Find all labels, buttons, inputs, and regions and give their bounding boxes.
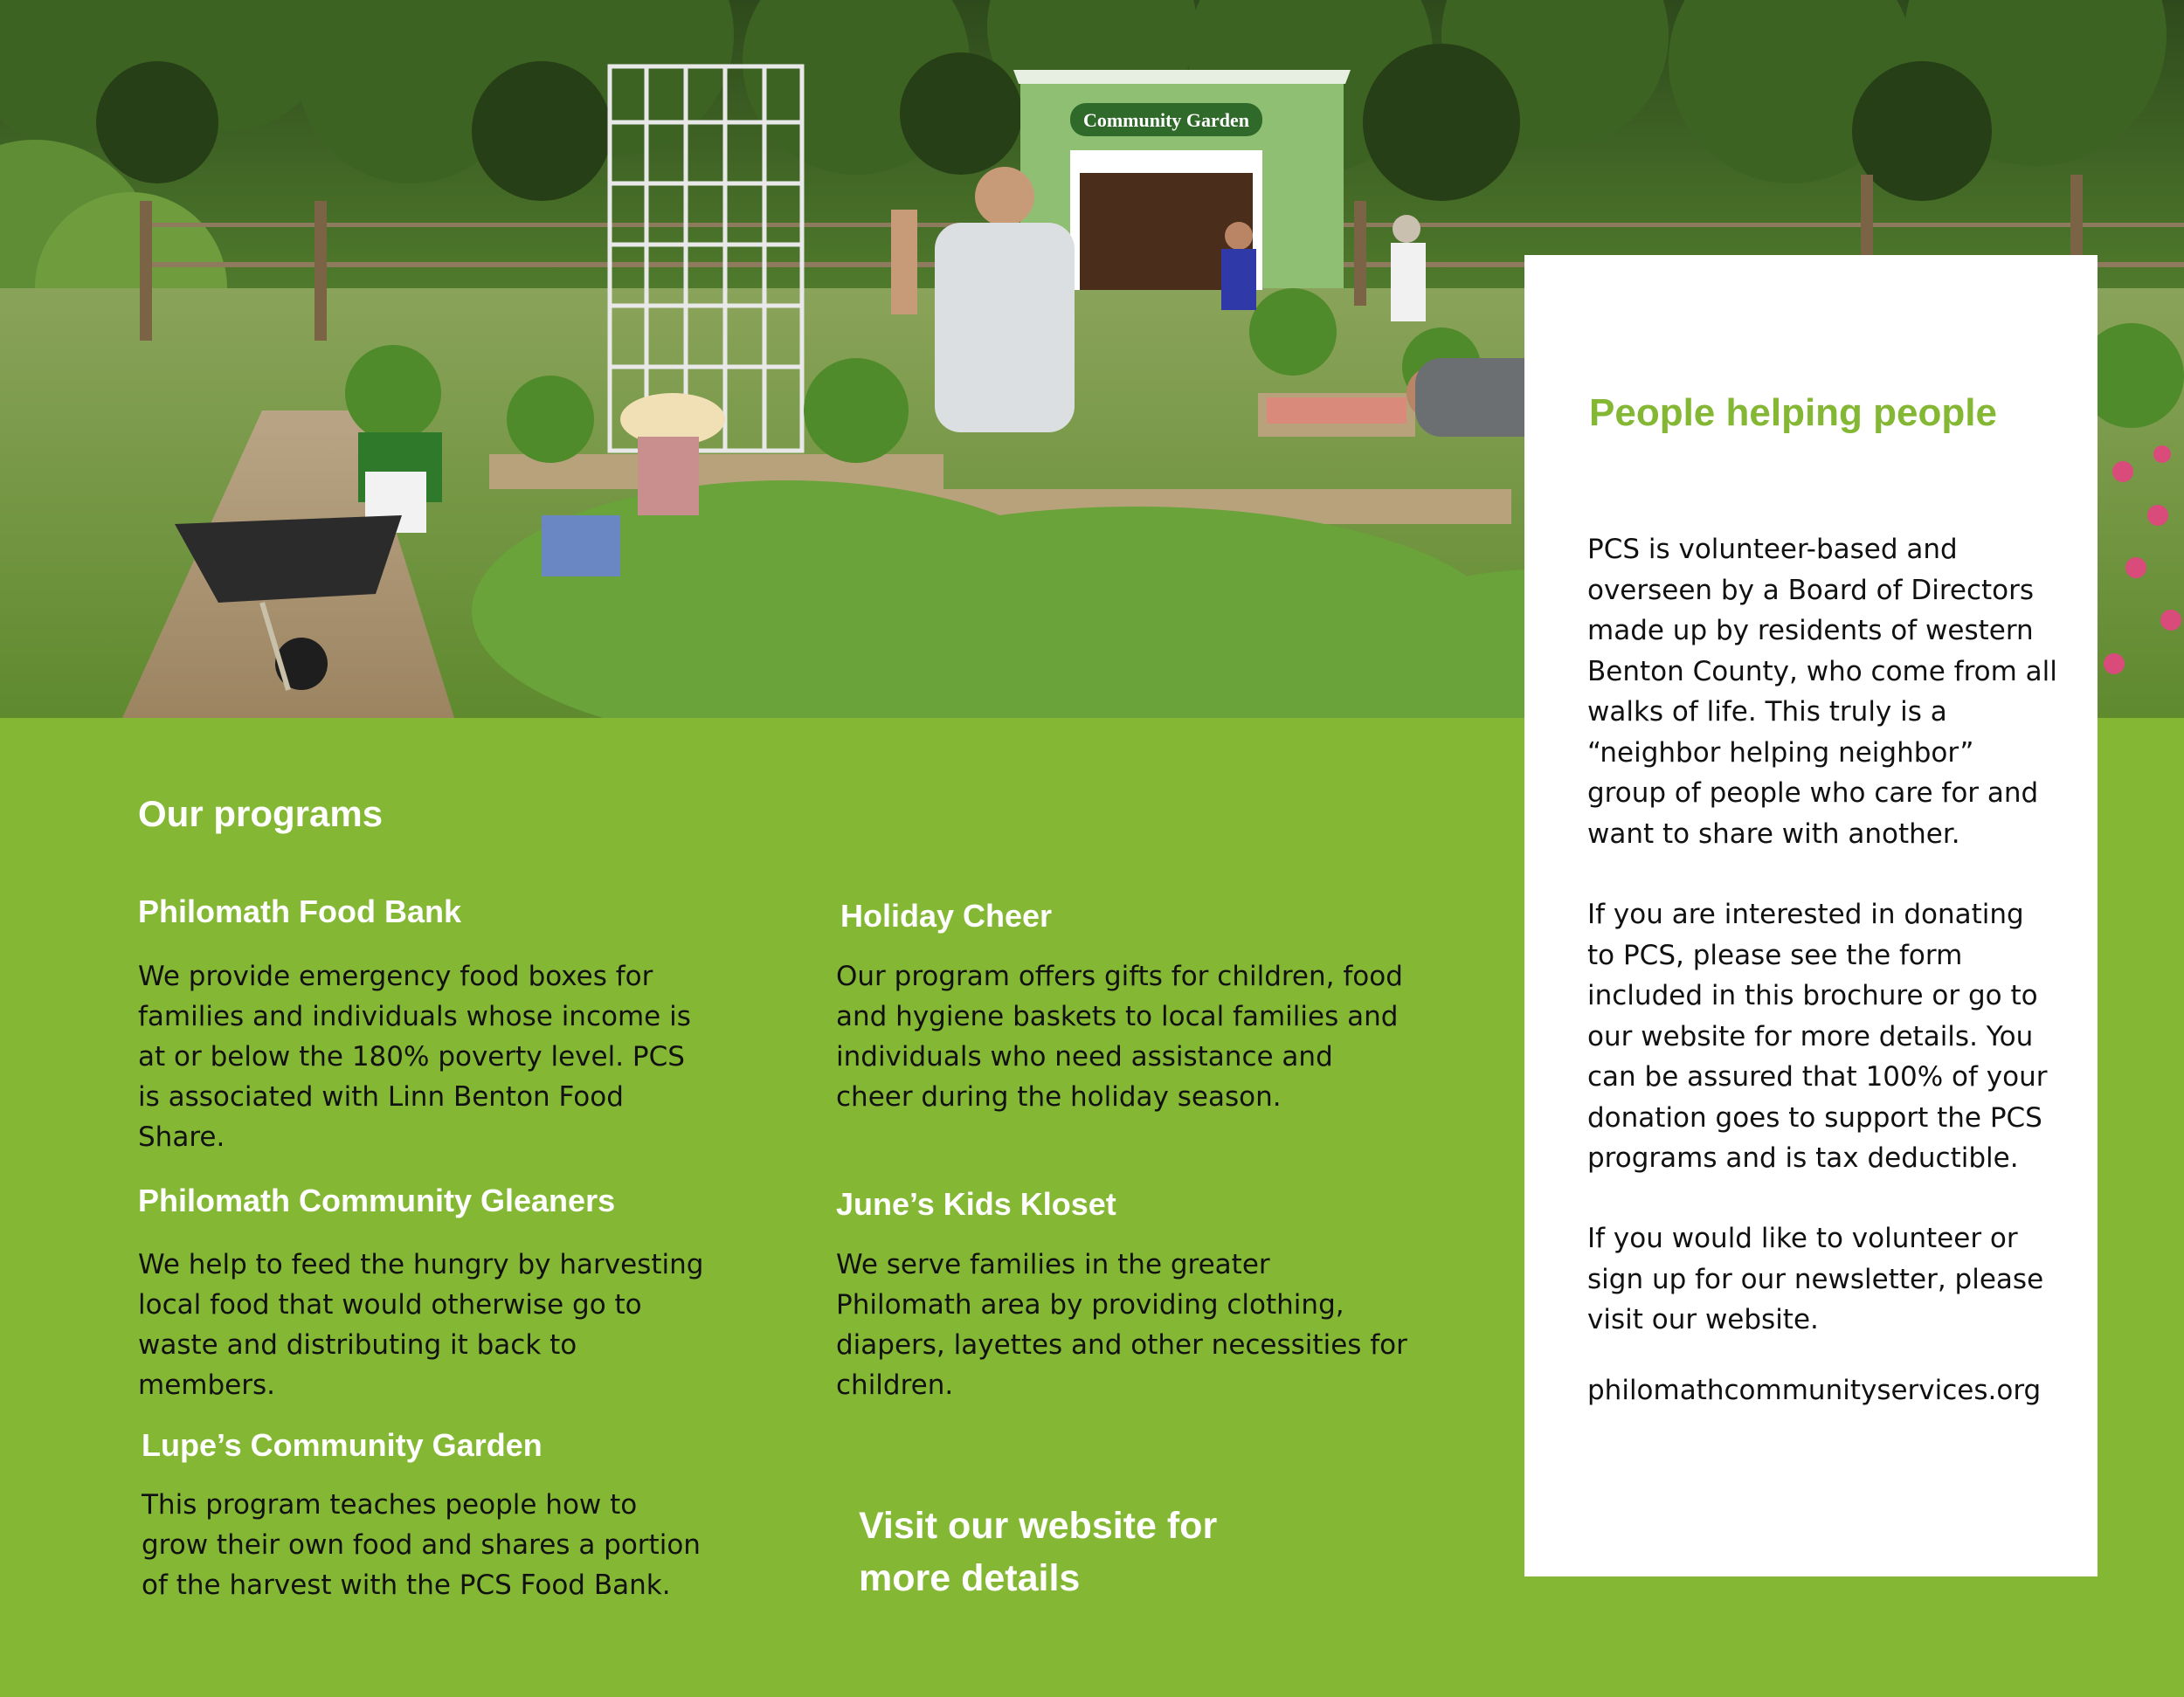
program-body-food-bank: We provide emergency food boxes for families and individuals whose income is at or below the 180% poverty level. PCS is associated with Linn Benton Food Share. (138, 961, 691, 1153)
info-paragraph-donate: If you are interested in donating to PCS, please see the form included in this brochure or go to our website for more details. You can be assured that 100% of your donation goes to support the PCS programs and is tax deductible. (1587, 899, 2048, 1174)
program-body-kids-kloset: We serve families in the greater Philomath area by providing clothing, diapers, layettes and other necessities for children. (836, 1249, 1407, 1401)
info-paragraph-about: PCS is volunteer-based and overseen by a Board of Directors made up by residents of western Benton County, who come from all walks of life. This truly is a “neighbor helping neighbor” group of people who care for and want to share with another. (1587, 534, 2057, 850)
program-title-kids-kloset: June’s Kids Kloset (836, 1186, 1116, 1222)
program-title-food-bank: Philomath Food Bank (138, 893, 462, 929)
info-card (1524, 255, 2098, 1576)
program-body-holiday-cheer: Our program offers gifts for children, food and hygiene baskets to local families and individuals who need assistance and cheer during the holiday season. (836, 961, 1403, 1113)
programs-section-title: Our programs (138, 793, 384, 834)
program-title-community-garden: Lupe’s Community Garden (142, 1427, 543, 1463)
program-body-gleaners: We help to feed the hungry by harvesting local food that would otherwise go to waste and distributing it back to members. (138, 1249, 704, 1401)
shed-sign: Community Garden (1082, 109, 1250, 131)
info-paragraph-volunteer: If you would like to volunteer or sign up for our newsletter, please visit our website. (1587, 1223, 2044, 1335)
program-title-gleaners: Philomath Community Gleaners (138, 1183, 616, 1218)
program-body-community-garden: This program teaches people how to grow their own food and shares a portion of the harvest with the PCS Food Bank. (142, 1489, 701, 1601)
website-link[interactable]: philomathcommunityservices.org (1587, 1375, 2042, 1406)
info-card-title: People helping people (1589, 391, 1997, 434)
program-title-holiday-cheer: Holiday Cheer (840, 898, 1053, 934)
visit-website-callout: Visit our website for more details (859, 1505, 1218, 1599)
